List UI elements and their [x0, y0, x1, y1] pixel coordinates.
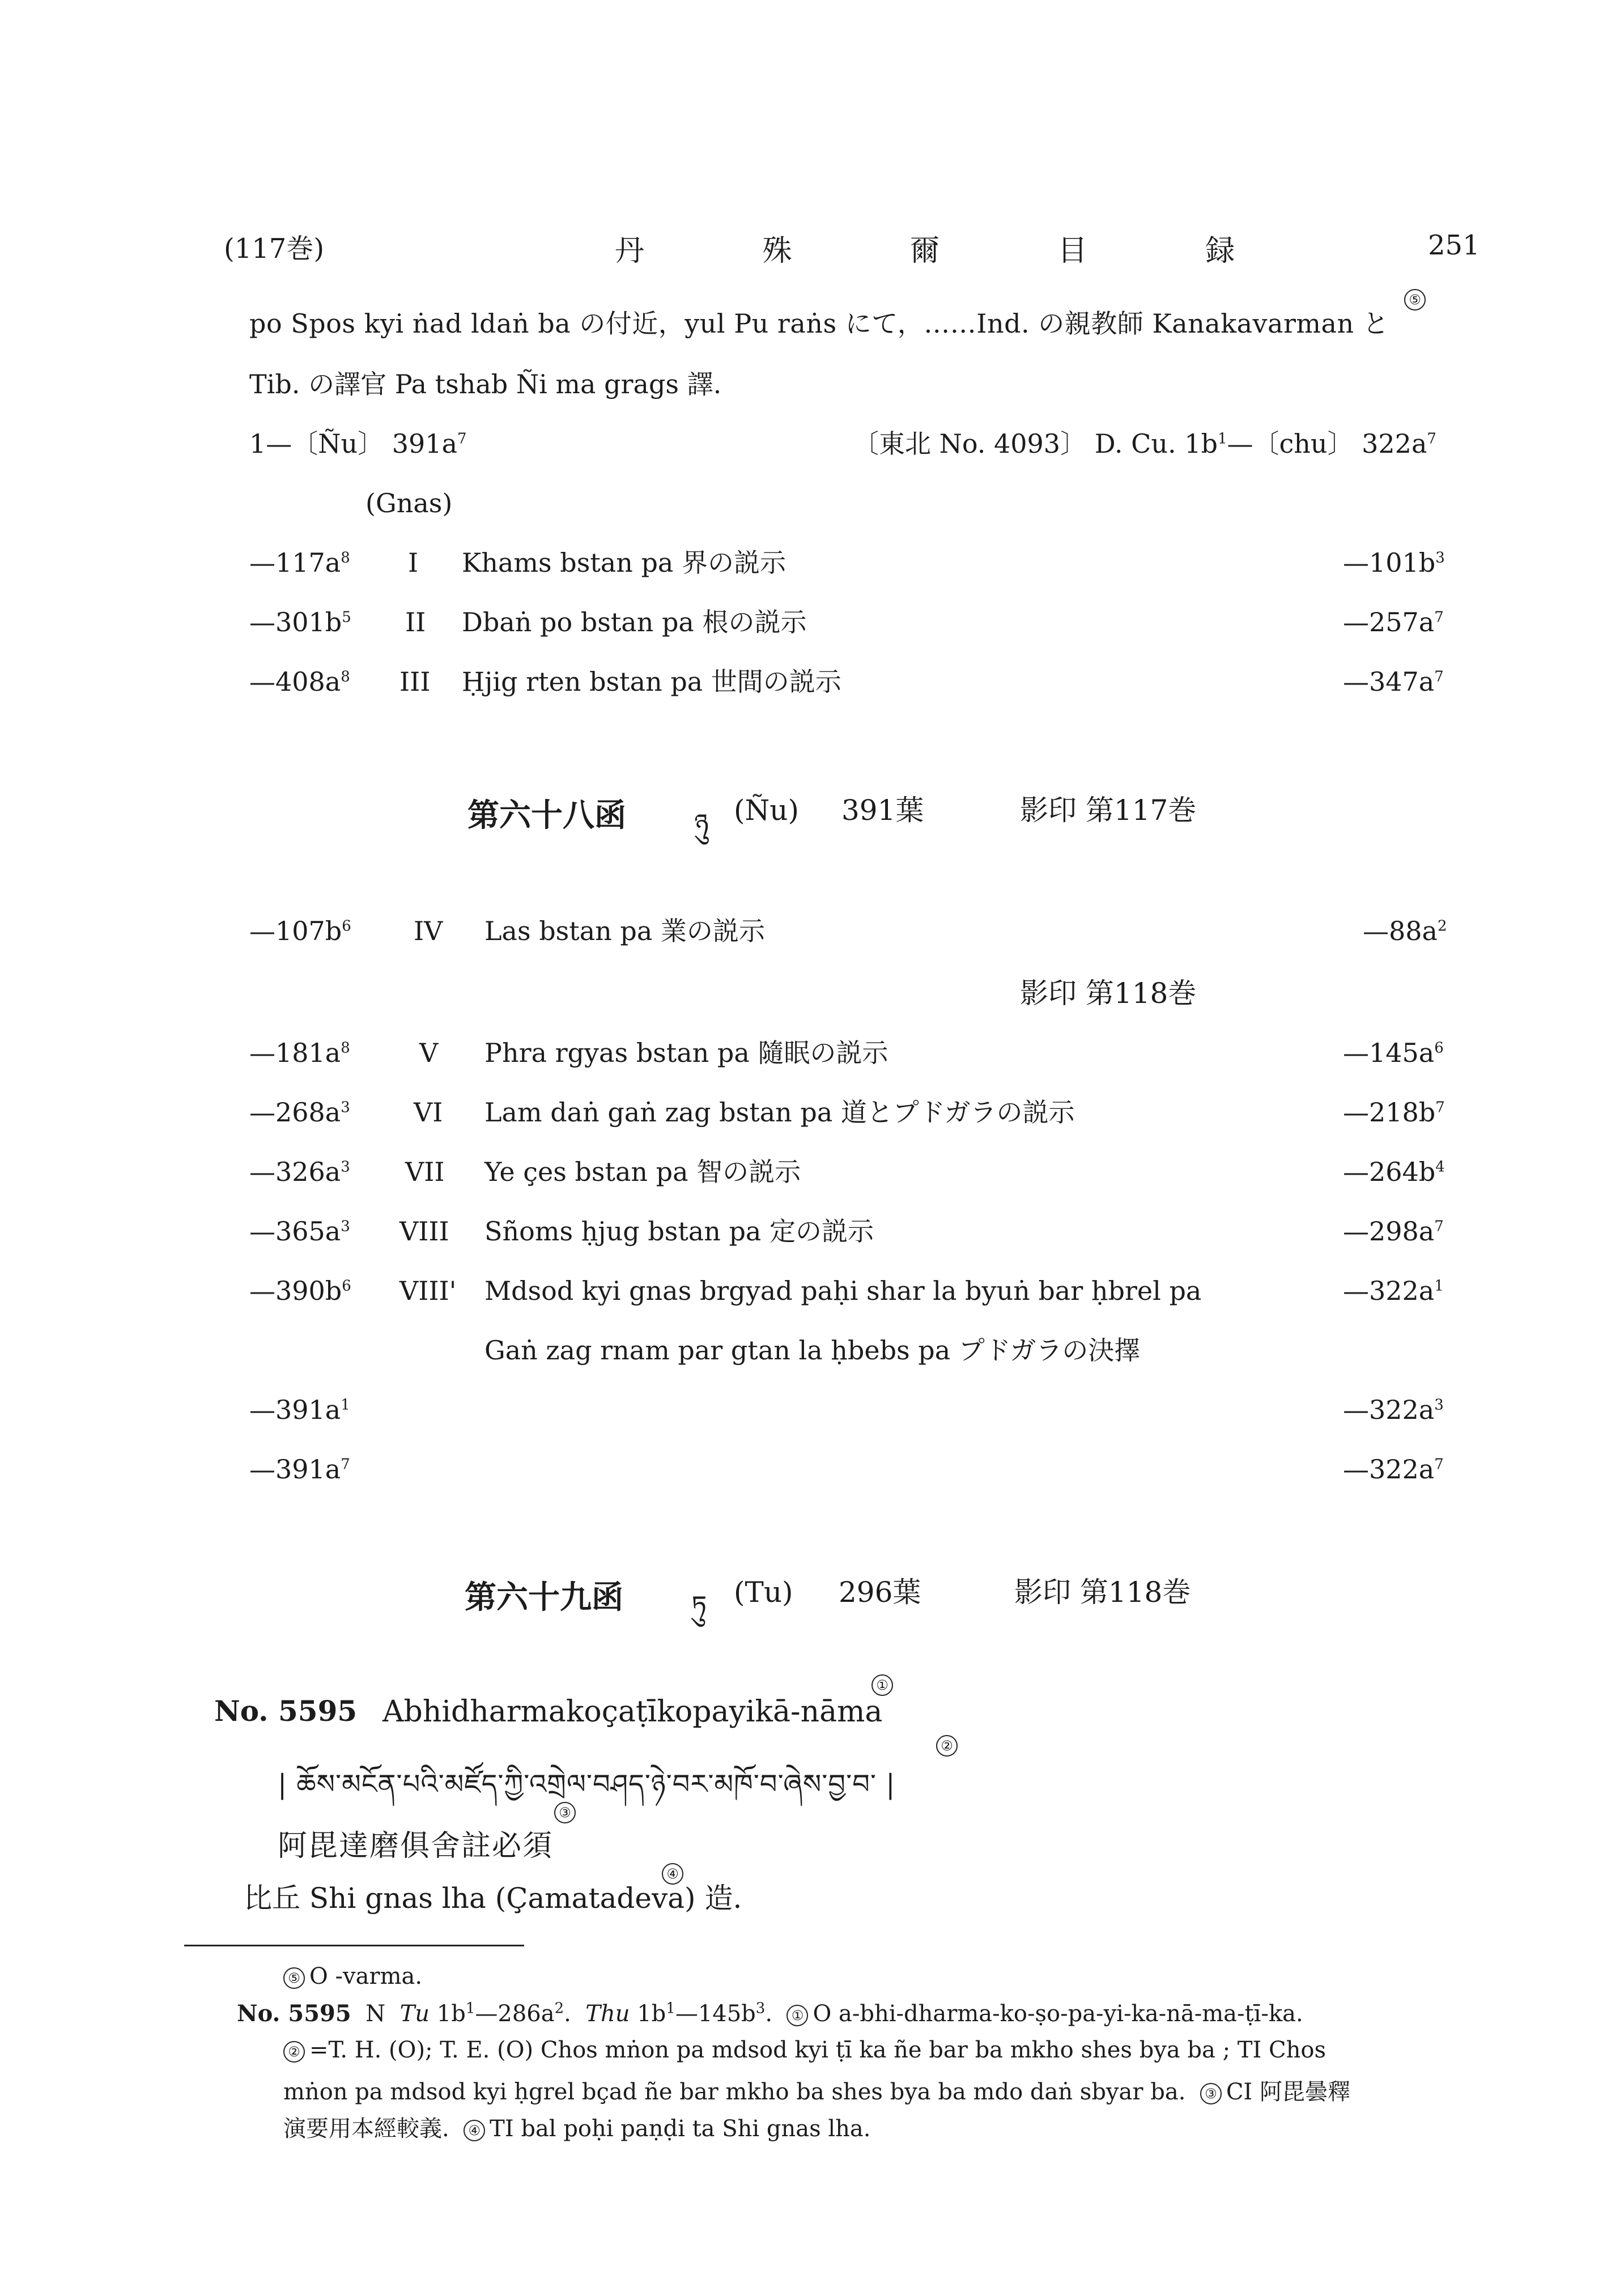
footnote-line-3: mṅon pa mdsod kyi ḥgrel bçad ñe bar mkho ba shes bya ba mdo daṅ sbyar ba. ③ CI 阿毘曇釋 — [283, 2079, 1350, 2105]
row-right: $—322a^7$ — [1343, 1454, 1444, 1485]
row-title: Sñoms ḥjug bstan pa 定の説示 — [484, 1216, 874, 1247]
row-right: $—322a^3$ — [1343, 1394, 1444, 1425]
row-title: Ḥjig rten bstan pa 世間の説示 — [462, 666, 841, 697]
gnas-label: (Gnas) — [365, 488, 453, 518]
entry-chinese-title: 阿毘達磨俱舍註必須 — [278, 1829, 554, 1863]
row-title: Lam daṅ gaṅ zag bstan pa 道とプドガラの説示 — [484, 1097, 1075, 1128]
note-mark-3: ③ — [554, 1802, 576, 1823]
intro-line-1: po Spos kyi ṅad ldaṅ ba の付近，yul Pu raṅs にて，……Ind. の親教師 Kanakavarman と — [249, 308, 1389, 339]
row-right: $—88a^2$ — [1363, 916, 1447, 946]
entry-title: Abhidharmakoçaṭīkopayikā-nāma — [382, 1695, 883, 1729]
row-right: $—264b^4$ — [1343, 1156, 1445, 1187]
note-mark-1: ① — [871, 1674, 893, 1696]
row-left: $—391a^1$ — [249, 1394, 350, 1425]
row-left: $—365a^3$ — [249, 1216, 350, 1247]
footnote-no-line: No. 5595 N Tu $1b^1—286a^2$. Thu $1b^1—145b^3$. ① O a-bhi-dharma-ko-ṣo-pa-yi-ka-nā-ma-ṭī-ka. — [237, 2000, 1303, 2027]
range-right: 〔東北 No. 4093〕 D. Cu. $1b^1—$〔chu〕 $322a^7$ — [853, 428, 1436, 459]
row-left: $—391a^7$ — [249, 1454, 350, 1485]
row-left: $—117a^8$ — [249, 547, 350, 578]
row-roman: VIII — [399, 1216, 449, 1247]
row-roman: VIII' — [399, 1275, 457, 1306]
row-left: $—326a^3$ — [249, 1156, 350, 1187]
box-68-tibetan: ཉུ — [694, 808, 709, 840]
row-title: Ye çes bstan pa 智の説示 — [484, 1156, 801, 1187]
box-68-label: 第六十八函 — [467, 797, 626, 834]
footnote-5: ⑤ O -varma. — [283, 1963, 422, 1989]
note-mark-4: ④ — [662, 1863, 683, 1885]
row-roman: VI — [414, 1097, 443, 1128]
entry-tibetan-title: | ཆོས་མངོན་པའི་མཛོད་ཀྱི་འགྲེལ་བཤད་ཉེ་བར་མཁོ་བ་ཞེས་བྱ་བ་ | — [278, 1768, 896, 1800]
entry-number: No. 5595 — [214, 1694, 358, 1728]
row-roman: V — [419, 1038, 439, 1068]
row-right: $—322a^1$ — [1343, 1275, 1444, 1306]
volume-label: (117巻) — [224, 233, 325, 265]
row-title: Las bstan pa 業の説示 — [484, 916, 765, 946]
row-right: $—101b^3$ — [1343, 547, 1445, 578]
range-left: 1—〔Ñu〕 $391a^7$ — [249, 428, 467, 459]
row-left: $—268a^3$ — [249, 1097, 350, 1128]
row-roman: VII — [405, 1156, 445, 1187]
row-left: $—301b^5$ — [249, 607, 351, 637]
viii-continuation: Gaṅ zag rnam par gtan la ḥbebs pa プドガラの決擇 — [484, 1335, 1141, 1366]
row-right: $—218b^7$ — [1343, 1097, 1445, 1128]
footnote-line-4: 演要用本經較義. ④ TI bal poḥi paṇḍi ta Shi gnas lha. — [283, 2116, 871, 2142]
row-title: Khams bstan pa 界の説示 — [462, 547, 786, 578]
row-left: $—390b^6$ — [249, 1275, 351, 1306]
footnote-rule — [184, 1945, 524, 1946]
box-69-leaves: 296葉 — [839, 1576, 921, 1609]
row-right: $—145a^6$ — [1343, 1038, 1444, 1068]
row-right: $—257a^7$ — [1343, 607, 1444, 637]
row-left: $—181a^8$ — [249, 1038, 350, 1068]
entry-author: 比丘 Shi gnas lha (Çamatadeva) 造. — [244, 1882, 742, 1915]
box-69-tibetan: ཏུ — [691, 1590, 708, 1622]
row-roman: II — [405, 607, 426, 637]
intro-line-2: Tib. の譯官 Pa tshab Ñi ma grags 譯. — [249, 369, 722, 399]
box-68-leaves: 391葉 — [841, 794, 924, 827]
row-roman: I — [408, 547, 419, 578]
box-69-facsimile: 影印 第118巻 — [1014, 1576, 1191, 1609]
row-title: Mdsod kyi gnas brgyad paḥi shar la byuṅ bar ḥbrel pa — [484, 1275, 1202, 1306]
footnote-line-2: ② =T. H. (O); T. E. (O) Chos mṅon pa mdsod kyi ṭī ka ñe bar ba mkho shes bya ba ; TI Chos — [283, 2037, 1326, 2063]
row-title: Dbaṅ po bstan pa 根の説示 — [462, 607, 807, 637]
page-title: 丹 殊 爾 目 録 — [615, 234, 1290, 268]
row-roman: III — [399, 666, 431, 697]
box-69-label: 第六十九函 — [465, 1579, 623, 1616]
note-mark-2: ② — [936, 1735, 958, 1757]
facsimile-118-label: 影印 第118巻 — [1020, 977, 1197, 1010]
page-number: 251 — [1428, 229, 1480, 261]
row-left: $—408a^8$ — [249, 666, 350, 697]
row-roman: IV — [414, 916, 443, 946]
box-68-latin: (Ñu) — [734, 794, 799, 827]
row-right: $—347a^7$ — [1343, 666, 1444, 697]
row-left: $—107b^6$ — [249, 916, 351, 946]
footnote-mark-5: ⑤ — [1404, 289, 1426, 311]
box-68-facsimile: 影印 第117巻 — [1020, 794, 1197, 827]
row-right: $—298a^7$ — [1343, 1216, 1444, 1247]
row-title: Phra rgyas bstan pa 隨眠の説示 — [484, 1038, 888, 1068]
box-69-latin: (Tu) — [734, 1576, 793, 1609]
